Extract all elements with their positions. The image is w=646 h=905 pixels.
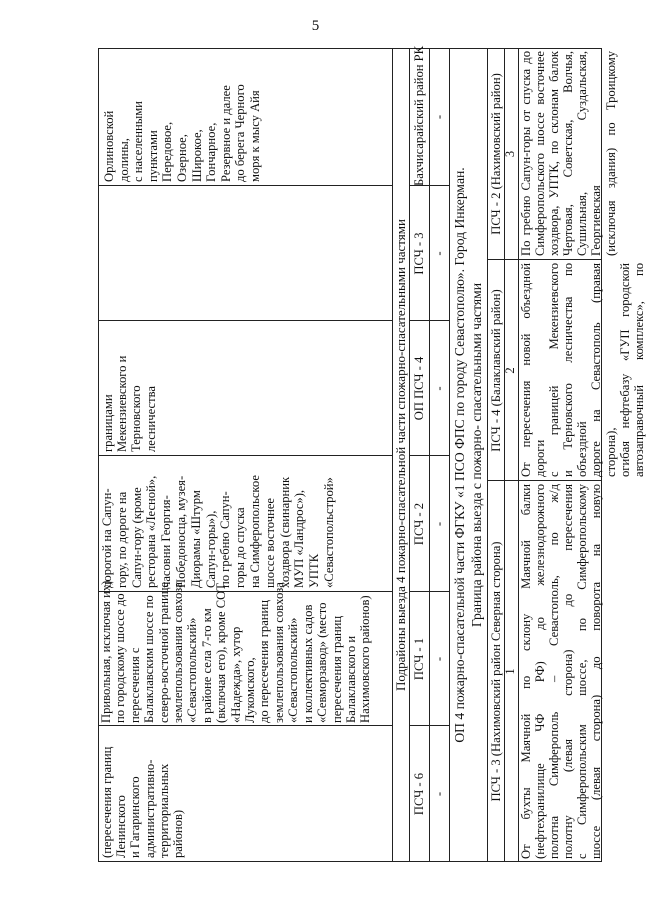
- text-line: с Симферопольским шоссе, по Симферопольскому: [575, 484, 590, 859]
- text-line: шоссе (левая сторона) до поворота на новую: [589, 484, 604, 859]
- rule-subdivision-dashes: [449, 48, 450, 862]
- text-line: Чертовая, Советская, Волчья,: [561, 51, 576, 256]
- bottom-column-number: 3: [503, 150, 517, 158]
- bottom-header: ПСЧ - 3 (Нахимовский район Северная сторона): [489, 541, 503, 802]
- vrule-top-3: [98, 455, 392, 456]
- text-line: Симферопольского шоссе восточнее: [533, 51, 548, 256]
- text-line: пунктами: [145, 130, 160, 182]
- text-line: УПТК: [307, 553, 322, 588]
- text-line: Передовое,: [160, 121, 175, 182]
- text-line: Сушильная, Суздальская, Георгиевская: [575, 51, 604, 256]
- text-line: От пересечения новой объездной дороги: [519, 263, 548, 477]
- text-line: Победоносца, музея-: [173, 475, 188, 588]
- top-cell-col6: [102, 50, 263, 182]
- text-line: северо-восточной границе: [156, 581, 171, 723]
- text-line: моря к мысу Айя: [247, 90, 262, 182]
- bottom-header: ПСЧ - 2 (Нахимовский район): [489, 73, 503, 235]
- text-line: «Севастопольский»: [185, 617, 200, 723]
- text-line: Сапун-гору (кроме: [129, 487, 144, 588]
- text-line: (исключая здания) по Троицкому: [603, 51, 618, 256]
- text-line: и Гагаринского: [128, 776, 143, 858]
- text-line: по городскому шоссе до: [113, 593, 128, 723]
- bottom-column-number: 1: [503, 668, 517, 675]
- text-line: и Терновского лесничества по объездной: [561, 263, 590, 477]
- text-line: и коллективных садов: [300, 604, 315, 723]
- text-line: дороге на Севастополь (правая сторона),: [589, 263, 618, 477]
- text-line: «Севастопольский»: [286, 617, 301, 723]
- text-line: Нахимовского районов): [358, 595, 373, 723]
- text-line: территориальных: [156, 763, 171, 858]
- text-line: долины,: [116, 138, 131, 182]
- subdivision-dash: -: [432, 791, 446, 797]
- bottom-cell-psch4: [519, 263, 646, 477]
- top-cell-col2: [99, 580, 373, 723]
- text-line: полотну (левая сторона) до пересечения: [561, 484, 576, 859]
- text-line: От бухты Маячной по склону Маячной балки: [519, 484, 533, 859]
- text-line: Балаклавского и: [343, 635, 358, 723]
- vrule-top-5: [98, 185, 392, 186]
- text-line: Лукомского,: [243, 657, 258, 723]
- text-line: Резервное и далее: [218, 85, 233, 182]
- border-title: Граница района выезда с пожарно- спасательными частями: [469, 283, 484, 627]
- text-line: границами: [101, 394, 115, 452]
- text-line: на Симферопольское: [247, 475, 262, 588]
- text-line: Балаклавским шоссе по: [142, 595, 157, 723]
- text-line: гору, по дороге на: [114, 491, 129, 588]
- bottom-cell-psch3: [519, 484, 604, 859]
- text-line: (пересечения границ: [100, 746, 114, 858]
- text-line: дорогой на Сапун-: [100, 488, 114, 588]
- text-line: Диорамы «Штурм: [188, 490, 203, 588]
- text-line: Широкое,: [189, 129, 204, 182]
- vrule-top-4: [98, 320, 392, 321]
- text-line: Ленинского: [114, 795, 129, 858]
- text-line: «Севастопольстрой»: [321, 477, 336, 588]
- text-line: ресторана «Лесной»,: [144, 475, 159, 588]
- vrule-top-1: [98, 725, 392, 726]
- text-line: полотна Симферополь – Севастополь, по ж/д: [547, 484, 562, 859]
- text-line: шоссе восточнее: [262, 497, 277, 588]
- text-line: Мекензиевского и: [115, 355, 130, 452]
- vrule-top-2: [98, 591, 392, 592]
- subdivision-name: ПСЧ - 1: [412, 637, 426, 681]
- subdivision-dash: -: [432, 251, 446, 256]
- subdivision-dash: -: [432, 114, 446, 120]
- text-line: с населенными: [131, 101, 146, 182]
- text-line: с границей Мекензиевского: [547, 263, 562, 477]
- bottom-header: ПСЧ - 4 (Балаклавский район): [489, 289, 503, 452]
- op4-title: ОП 4 пожарно-спасательной части ФГКУ «1 ПСО ФПС по городу Севастополю». Город Инкерман.: [452, 167, 467, 743]
- text-line: По гребню Сапун-горы от спуска до: [519, 51, 533, 256]
- text-line: (включая его), кроме СОТ: [214, 583, 229, 723]
- text-line: пересечения границ: [329, 615, 344, 723]
- text-line: Терновского: [129, 385, 144, 452]
- rotated-table-page: [98, 45, 646, 862]
- text-line: хоздвора, УПТК, по склонам балок: [547, 51, 562, 256]
- text-line: «Надежда», хутор: [228, 626, 243, 723]
- bottom-cell-psch2: [519, 51, 618, 256]
- top-cell-col3: [100, 458, 337, 588]
- subdivision-name: Бахчисарайский район РК: [412, 45, 426, 186]
- text-line: землепользования совхоза: [171, 582, 186, 723]
- subdivision-name: ПСЧ - 3: [412, 232, 426, 275]
- text-line: Орлиновской: [102, 110, 116, 182]
- subdivision-dash: -: [432, 656, 446, 662]
- text-line: горы до спуска: [233, 507, 248, 588]
- text-line: часовни Георгия-: [159, 495, 174, 588]
- subdivisions-title: Подрайоны выезда 4 пожарно-спасательной части спожарно-спасательными частями: [393, 219, 408, 691]
- text-line: до берега Черного: [233, 84, 248, 182]
- text-line: Сапун-горы»),: [203, 510, 218, 588]
- subdivision-dash: -: [432, 386, 446, 391]
- text-line: лесничества: [143, 386, 158, 452]
- text-line: «Севморзавод» (место: [315, 602, 330, 723]
- top-cell-col1: [100, 728, 185, 858]
- text-line: до пересечения границ: [257, 599, 272, 723]
- text-line: Гончарное,: [204, 122, 219, 182]
- text-line: Привольная, исключая их): [99, 580, 113, 723]
- subdivision-name: ПСЧ - 6: [412, 772, 426, 816]
- text-line: огибая нефтебазу «ГУП городской: [617, 263, 632, 477]
- subdivision-dash: -: [432, 521, 446, 527]
- text-line: по гребню Сапун-: [218, 491, 233, 588]
- text-line: районов): [171, 809, 186, 858]
- subdivision-name: ПСЧ - 2: [412, 502, 426, 546]
- top-cell-col4: [101, 322, 158, 452]
- text-line: пересечения с: [127, 647, 142, 723]
- subdivision-name: ОП ПСЧ - 4: [412, 356, 426, 421]
- rule-op4-block: [487, 48, 488, 862]
- bottom-column-number: 2: [503, 367, 517, 374]
- text-line: МУП «Ландрос»),: [292, 489, 307, 588]
- page-number: 5: [311, 18, 320, 34]
- text-line: Озерное,: [174, 134, 189, 182]
- text-line: административно-: [142, 759, 157, 858]
- text-line: (нефтехранилище ЧФ РФ) до железнодорожного: [533, 484, 548, 859]
- text-line: землепользования совхоза: [271, 582, 286, 723]
- text-line: хоздвора (свинарник: [277, 476, 292, 588]
- text-line: автозаправочный комплекс», по: [631, 263, 646, 477]
- text-line: в районе села 7-го км: [199, 608, 214, 723]
